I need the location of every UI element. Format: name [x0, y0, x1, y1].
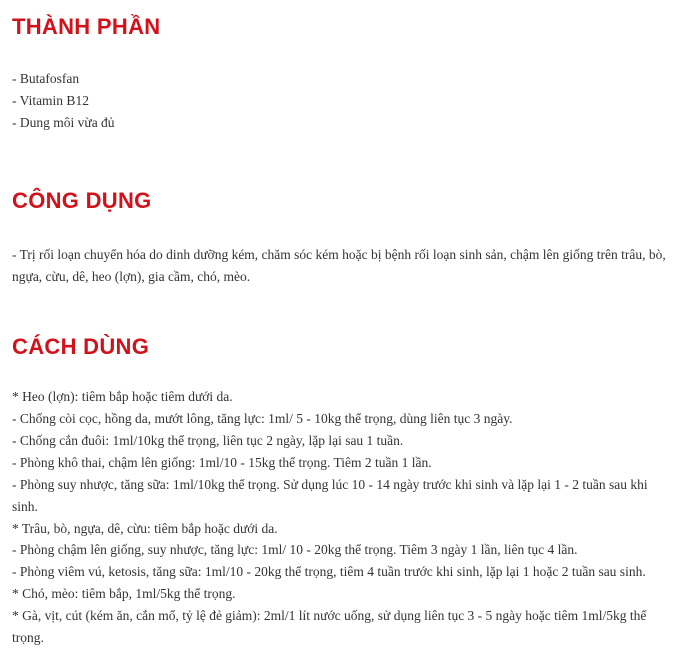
list-item: - Phòng chậm lên giống, suy nhược, tăng lực: 1ml/ 10 - 20kg thể trọng. Tiêm 3 ngày 1 lần, liên tục 4 lần. — [12, 542, 578, 558]
list-item: - Phòng khô thai, chậm lên giống: 1ml/10 - 15kg thể trọng. Tiêm 2 tuần 1 lần. — [12, 455, 432, 471]
paragraph: - Trị rối loạn chuyển hóa do dinh dưỡng kém, chăm sóc kém hoặc bị bệnh rối loạn sinh sản, chậm lên giống trên trâu, bò, ngựa, cừu, dê, heo (lợn), gia cầm, chó, mèo. — [12, 247, 666, 285]
section-title-uses: CÔNG DỤNG — [12, 187, 152, 213]
section-ingredients — [0, 0, 681, 134]
list-item: * Heo (lợn): tiêm bắp hoặc tiêm dưới da. — [12, 389, 233, 405]
uses-body — [12, 244, 669, 288]
list-item: - Vitamin B12 — [12, 93, 89, 109]
usage-list — [12, 386, 669, 648]
list-item: * Chó, mèo: tiêm bắp, 1ml/5kg thể trọng. — [12, 586, 236, 602]
section-title-usage: CÁCH DÙNG — [12, 334, 150, 360]
section-usage — [0, 334, 681, 649]
section-spacer — [0, 288, 681, 334]
section-spacer — [0, 134, 681, 188]
list-item: * Trâu, bò, ngựa, dê, cừu: tiêm bắp hoặc dưới da. — [12, 520, 278, 536]
list-item: - Butafosfan — [12, 71, 80, 87]
list-item: - Phòng suy nhược, tăng sữa: 1ml/10kg thể trọng. Sử dụng lúc 10 - 14 ngày trước khi sinh và lặp lại 1 - 2 tuần sau khi sinh. — [12, 476, 648, 514]
list-item: - Chống còi cọc, hồng da, mướt lông, tăng lực: 1ml/ 5 - 10kg thể trọng, dùng liên tục 3 ngày. — [12, 411, 513, 427]
list-item: - Dung môi vừa đủ — [12, 115, 115, 131]
list-item: * Gà, vịt, cút (kém ăn, cắn mổ, tỷ lệ đẻ giảm): 2ml/1 lít nước uống, sử dụng liên tục 3 - 5 ngày hoặc tiêm 1ml/5kg thể trọng. — [12, 608, 647, 645]
section-title-ingredients: THÀNH PHẦN — [12, 14, 161, 39]
ingredients-list — [12, 68, 669, 134]
list-item: - Phòng viêm vú, ketosis, tăng sữa: 1ml/10 - 20kg thể trọng, tiêm 4 tuần trước khi sinh, lặp lại 1 hoặc 2 tuần sau sinh. — [12, 564, 646, 580]
list-item: - Chống cắn đuôi: 1ml/10kg thể trọng, liên tục 2 ngày, lặp lại sau 1 tuần. — [12, 433, 404, 449]
section-uses — [0, 188, 681, 288]
